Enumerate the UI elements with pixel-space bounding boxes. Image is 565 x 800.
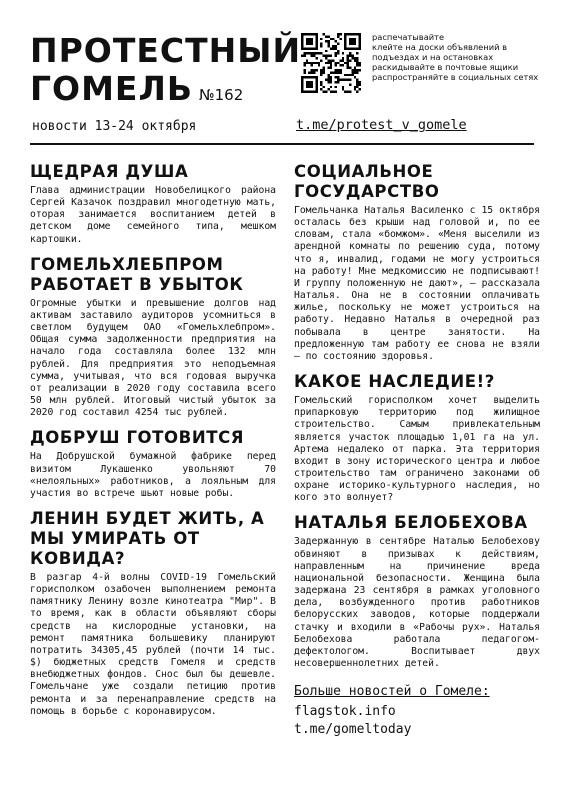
issue-number: №162 — [199, 86, 244, 104]
header-divider — [30, 143, 534, 145]
article-lenin-monument — [30, 509, 276, 718]
article-title: КАКОЕ НАСЛЕДИЕ!? — [294, 372, 495, 392]
gomeltoday-link[interactable]: t.me/gomeltoday — [294, 722, 412, 738]
article-title: НАТАЛЬЯ БЕЛОБЕХОВА — [294, 513, 528, 533]
footer-more-news — [294, 684, 540, 739]
right-column — [294, 162, 540, 739]
article-body: Огромные убытки и превышение долгов над активам заставило аудиторов усомниться в светлом будущем ОАО «Гомельхлебпром». Общая сумма задолженности предприятия на начало года составляла более 132 млн рублей. Для предприятия это неподъемная сумма, учитывая, что вся годовая выручка от реализации в 2020 году составила всего 50 млн рублей. Итоговый чистый убыток за 2020 год составил 4254 тыс рублей. — [30, 297, 276, 419]
flagstok-link[interactable]: flagstok.info — [294, 704, 396, 720]
article-body: Глава администрации Новобелицкого района Сергей Казачок поздравил многодетную мать, оторая занимается воспитанием детей в детском доме семейного типа, мешком картошки. — [30, 185, 276, 245]
article-title: ДОБРУШ ГОТОВИТСЯ — [30, 428, 245, 448]
article-body: Задержанную в сентябре Наталью Белобехову обвиняют в призывах к действиям, направленным на причинение вреда национальной безопасности. Женщина была задержана 23 сентября в рамках уголовного дела, возбужденного против работников белорусских заводов, которые поддержали стачку и входили в «Рабочы рух». Наталья Белобехова работала педагогом-дефектологом. Воспитывает двух несовершеннолетних детей. — [294, 536, 540, 669]
article-body: Гомельчанка Наталья Василенко с 15 октября осталась без крыши над головой и, по ее словам, стала «бомжом». «Меня выселили из арендной комнаты по решению суда, потому что я, инвалид, годами не могу устроиться на работу! Мне медкомиссию не подписывают! И группу положенную не дают», — рассказала Наталья. Она не в состоянии оплачивать жилье, поскольку не может устроиться на работу. Недавно Наталья в очередной раз побывала в центре занятости. На предложенную там работу ее снова не взяли – по состоянию здоровья. — [294, 205, 540, 362]
distribution-instructions — [372, 32, 552, 82]
article-title: ЛЕНИН БУДЕТ ЖИТЬ, А МЫ УМИРАТЬ ОТ КОВИДА? — [30, 508, 265, 568]
newsletter-title-city: ГОМЕЛЬ — [30, 69, 194, 108]
article-social-state — [294, 162, 540, 363]
instruction-item: раскидывайте в почтовые ящики — [372, 62, 519, 73]
qr-code-icon — [301, 33, 361, 93]
article-body: Гомельский горисполком хочет выделить припарковую территорию под жилищное строительство. Самым привлекательным является участок площадью 1,01 га на ул. Артема недалеко от парка. Эта территория входит в зону исторического центра и любое строительство там ограничено законами об охране историко-культурного наследия, но кого это волнует? — [294, 395, 540, 504]
left-column — [30, 162, 276, 718]
article-title: СОЦИАЛЬНОЕ ГОСУДАРСТВО — [294, 162, 440, 201]
article-body: На Добрушской бумажной фабрике перед визитом Лукашенко увольняют 70 «нелояльных» работников, а лояльным для участия во встрече шьют новые робы. — [30, 451, 276, 499]
article-title: ГОМЕЛЬХЛЕБПРОМ РАБОТАЕТ В УБЫТОК — [30, 254, 244, 294]
article-dobrush — [30, 428, 276, 500]
article-natalya-belobekhova — [294, 513, 540, 670]
newsletter-title-line2 — [30, 69, 244, 108]
article-heritage — [294, 372, 540, 504]
article-body: В разгар 4-й волны COVID-19 Гомельский горисполком озабочен выполнением ремонта памятнику Ленину возле кинотеатра "Мир". В то время, как в области объявляют сборы средств на кислородные установки, на ремонт памятника большевику планируют потратить 34305,45 рублей (почти 14 тыс. $) бюджетных средств Гомеля и средств внебюджетных фондов. Снос был бы дешевле. Гомельчане уже создали петицию против ремонта и за перенаправление средств на помощь в борьбе с коронавирусом. — [30, 571, 276, 717]
instruction-item: распечатывайте — [372, 32, 445, 42]
instruction-item: распространяйте в социальных сетях — [372, 72, 539, 83]
instruction-item: клейте на доски объявлений в подъездах и на остановках — [372, 42, 508, 63]
article-gomelkhlebprom — [30, 255, 276, 420]
news-date-range: новости 13-24 октября — [32, 119, 197, 134]
article-title: ЩЕДРАЯ ДУША — [30, 162, 189, 181]
article-generous-soul — [30, 162, 276, 246]
newsletter-title-line1: ПРОТЕСТНЫЙ — [30, 31, 302, 70]
telegram-channel-link[interactable]: t.me/protest_v_gomele — [296, 117, 467, 133]
footer-title: Больше новостей о Гомеле: — [294, 684, 490, 700]
